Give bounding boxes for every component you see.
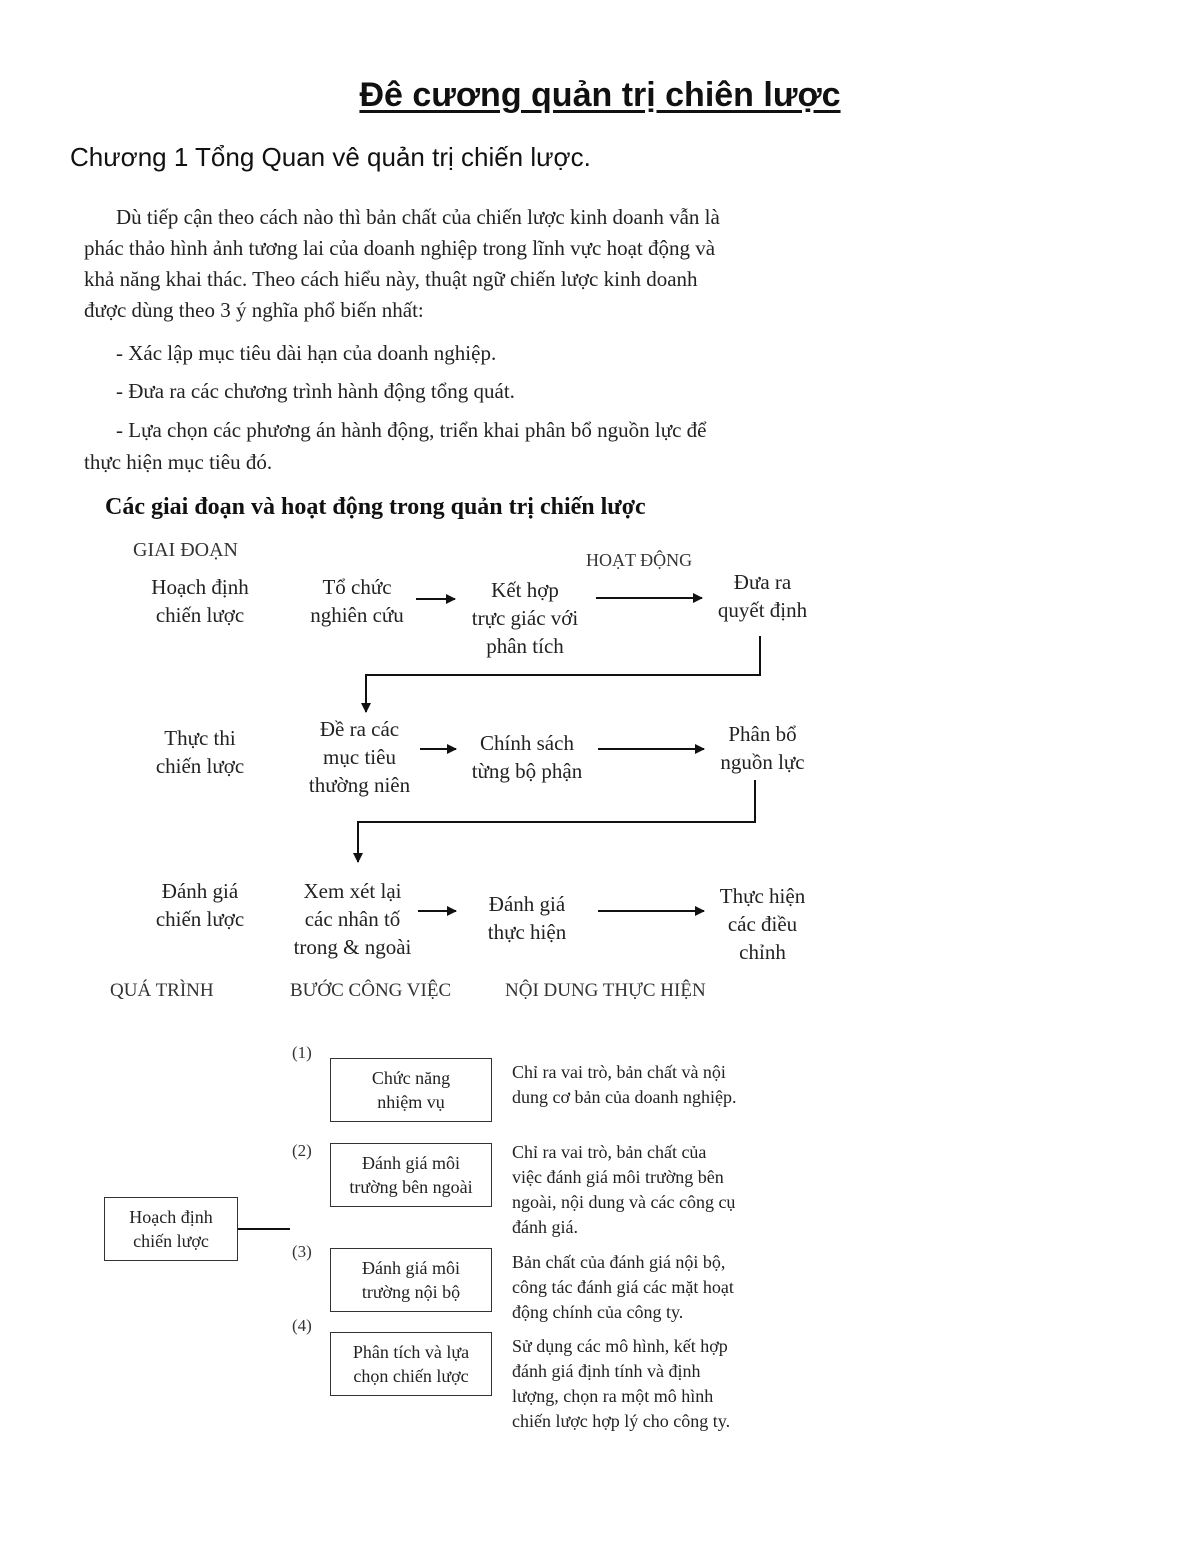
connector-row1-row2 bbox=[366, 636, 760, 712]
intro-line: khả năng khai thác. Theo cách hiểu này, thuật ngữ chiến lược kinh doanh bbox=[84, 267, 698, 291]
content-column-header: NỘI DUNG THỰC HIỆN bbox=[505, 980, 706, 1001]
step-description: Sử dụng các mô hình, kết hợp đánh giá định tính và định lượng, chọn ra một mô hình chiến lược hợp lý cho công ty. bbox=[512, 1336, 731, 1431]
bullet-item: - Lựa chọn các phương án hành động, triển khai phân bổ nguồn lực để bbox=[116, 418, 707, 442]
activity-allocate-resources: Phân bổ nguồn lực bbox=[720, 722, 805, 774]
activity-corrective-actions: Thực hiện các điều chỉnh bbox=[719, 884, 806, 964]
connector-row2-row3 bbox=[358, 780, 755, 862]
intro-line: được dùng theo 3 ý nghĩa phổ biến nhất: bbox=[84, 298, 424, 322]
step-number: (2) bbox=[292, 1141, 312, 1160]
page-title: Đê cương quản trị chiên lược bbox=[359, 76, 841, 114]
activity-review-factors: Xem xét lại các nhân tố trong & ngoài bbox=[293, 879, 412, 959]
activity-column-header: HOẠT ĐỘNG bbox=[586, 550, 693, 570]
bullet-item: - Đưa ra các chương trình hành động tổng quát. bbox=[116, 379, 515, 403]
activity-evaluate-performance: Đánh giá thực hiện bbox=[487, 892, 567, 944]
stage-implementation: Thực thi chiến lược bbox=[155, 726, 245, 778]
step-description: Bản chất của đánh giá nội bộ, công tác đánh giá các mặt hoạt động chính của công ty. bbox=[512, 1252, 734, 1322]
step-number: (1) bbox=[292, 1043, 312, 1062]
bullet-item: - Xác lập mục tiêu dài hạn của doanh nghiệp. bbox=[116, 341, 497, 365]
stage-evaluation: Đánh giá chiến lược bbox=[155, 879, 245, 931]
step-description: Chỉ ra vai trò, bản chất của việc đánh giá môi trường bên ngoài, nội dung và các công cụ đánh giá. bbox=[512, 1142, 736, 1237]
step-box-strategy-choice: Phân tích và lựa chọn chiến lược bbox=[330, 1332, 492, 1396]
intro-line: phác thảo hình ảnh tương lai của doanh nghiệp trong lĩnh vực hoạt động và bbox=[84, 236, 716, 260]
step-number: (3) bbox=[292, 1242, 312, 1261]
process-column-header: QUÁ TRÌNH bbox=[110, 980, 214, 1001]
intro-line: Dù tiếp cận theo cách nào thì bản chất của chiến lược kinh doanh vẫn là bbox=[116, 205, 720, 229]
root-box-planning: Hoạch định chiến lược bbox=[104, 1197, 238, 1261]
bullet-continuation: thực hiện mục tiêu đó. bbox=[84, 450, 273, 474]
activity-annual-objectives: Đề ra các mục tiêu thường niên bbox=[308, 717, 411, 797]
activity-combine-intuition: Kết hợp trực giác với phân tích bbox=[471, 578, 579, 658]
steps-column-header: BƯỚC CÔNG VIỆC bbox=[290, 980, 452, 1001]
activity-department-policies: Chính sách từng bộ phận bbox=[471, 731, 583, 783]
step-number: (4) bbox=[292, 1316, 312, 1335]
step-box-internal: Đánh giá môi trường nội bộ bbox=[330, 1248, 492, 1312]
activity-decide: Đưa ra quyết định bbox=[717, 570, 808, 622]
chapter-heading: Chương 1 Tổng Quan vê quản trị chiến lược. bbox=[70, 142, 591, 172]
activity-research: Tổ chức nghiên cứu bbox=[310, 575, 404, 627]
stage-column-header: GIAI ĐOẠN bbox=[133, 539, 238, 561]
stages-diagram-heading: Các giai đoạn và hoạt động trong quản trị chiến lược bbox=[105, 494, 646, 520]
stage-planning: Hoạch định chiến lược bbox=[151, 575, 249, 627]
step-box-mission: Chức năng nhiệm vụ bbox=[330, 1058, 492, 1122]
step-description: Chỉ ra vai trò, bản chất và nội dung cơ bản của doanh nghiệp. bbox=[512, 1062, 737, 1107]
step-box-external: Đánh giá môi trường bên ngoài bbox=[330, 1143, 492, 1207]
